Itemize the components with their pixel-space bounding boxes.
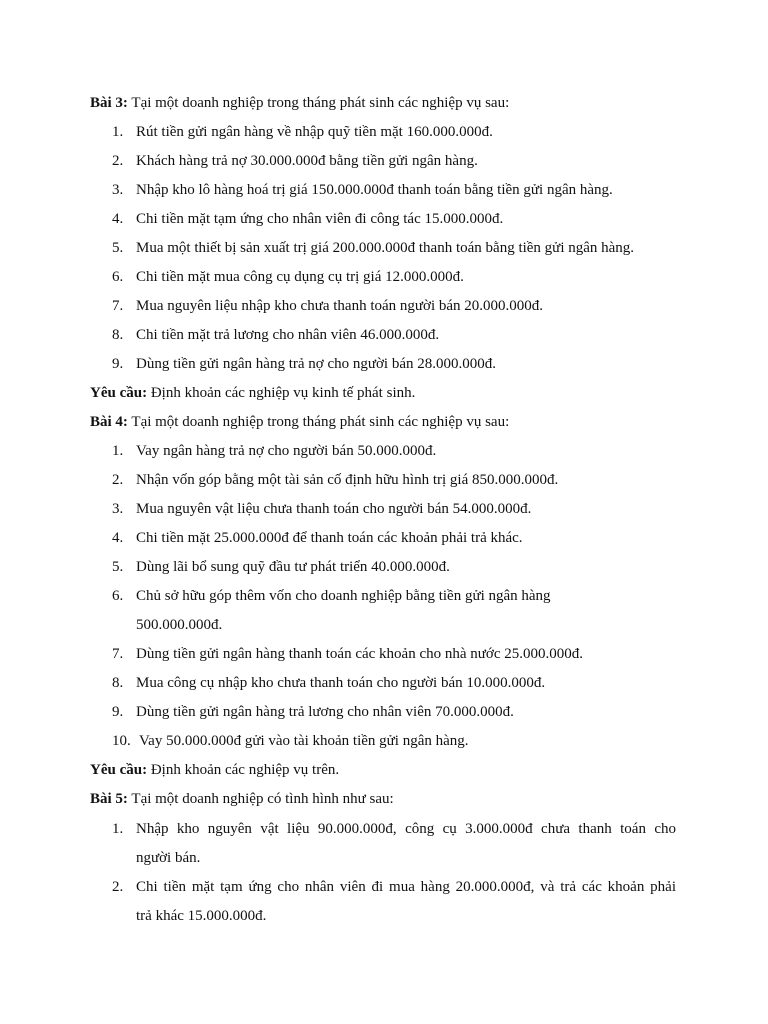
requirement-text: Định khoản các nghiệp vụ kinh tế phát sinh. [150, 385, 416, 401]
item-number: 4. [112, 530, 124, 546]
item-text: Mua nguyên vật liệu chưa thanh toán cho người bán 54.000.000đ. [136, 501, 532, 517]
item-text: Chi tiền mặt trả lương cho nhân viên 46.000.000đ. [136, 327, 440, 343]
item-text: Vay 50.000.000đ gửi vào tài khoản tiền gửi ngân hàng. [139, 733, 469, 749]
item-number: 4. [112, 211, 124, 227]
exercise-3-heading [90, 93, 509, 113]
item-number: 6. [112, 269, 124, 285]
item-number: 5. [112, 559, 124, 575]
item-number: 2. [112, 472, 124, 488]
item-text: 500.000.000đ. [136, 617, 223, 633]
item-number: 2. [112, 153, 124, 169]
requirement-text: Định khoản các nghiệp vụ trên. [150, 762, 340, 778]
exercise-5-heading [90, 789, 394, 809]
item-text: Nhập kho nguyên vật liệu 90.000.000đ, công cụ 3.000.000đ chưa thanh toán cho [136, 821, 676, 837]
exercise-intro: Tại một doanh nghiệp có tình hình như sau: [131, 791, 394, 807]
item-number: 7. [112, 646, 124, 662]
requirement-label: Yêu cầu: [90, 762, 148, 778]
item-number: 9. [112, 704, 124, 720]
item-text: người bán. [136, 850, 201, 866]
item-number: 2. [112, 879, 124, 895]
item-text: Dùng tiền gửi ngân hàng thanh toán các khoản cho nhà nước 25.000.000đ. [136, 646, 584, 662]
exercise-intro: Tại một doanh nghiệp trong tháng phát sinh các nghiệp vụ sau: [131, 414, 510, 430]
item-text: Nhập kho lô hàng hoá trị giá 150.000.000đ thanh toán bằng tiền gửi ngân hàng. [136, 182, 613, 198]
item-text: Dùng tiền gửi ngân hàng trả lương cho nhân viên 70.000.000đ. [136, 704, 514, 720]
item-text: Chi tiền mặt tạm ứng cho nhân viên đi mua hàng 20.000.000đ, và trả các khoản phải [136, 879, 676, 895]
item-text: Mua một thiết bị sản xuất trị giá 200.000.000đ thanh toán bằng tiền gửi ngân hàng. [136, 240, 635, 256]
item-text: Dùng tiền gửi ngân hàng trả nợ cho người bán 28.000.000đ. [136, 356, 496, 372]
exercise-label: Bài 3: [90, 95, 128, 111]
item-text: Chi tiền mặt tạm ứng cho nhân viên đi công tác 15.000.000đ. [136, 211, 504, 227]
item-number: 1. [112, 821, 124, 837]
item-text: Nhận vốn góp bằng một tài sản cố định hữu hình trị giá 850.000.000đ. [136, 472, 559, 488]
item-text: Rút tiền gửi ngân hàng về nhập quỹ tiền mặt 160.000.000đ. [136, 124, 493, 140]
item-number: 3. [112, 182, 124, 198]
item-number: 8. [112, 675, 124, 691]
item-number: 1. [112, 443, 124, 459]
requirement-4 [90, 760, 339, 780]
item-text: Chủ sở hữu góp thêm vốn cho doanh nghiệp bằng tiền gửi ngân hàng [136, 588, 551, 604]
item-text: Dùng lãi bổ sung quỹ đầu tư phát triển 40.000.000đ. [136, 559, 450, 575]
exercise-label: Bài 4: [90, 414, 128, 430]
item-number: 1. [112, 124, 124, 140]
item-text: Chi tiền mặt mua công cụ dụng cụ trị giá 12.000.000đ. [136, 269, 464, 285]
requirement-label: Yêu cầu: [90, 385, 148, 401]
exercise-intro: Tại một doanh nghiệp trong tháng phát sinh các nghiệp vụ sau: [131, 95, 510, 111]
item-text: Chi tiền mặt 25.000.000đ để thanh toán các khoản phải trả khác. [136, 530, 523, 546]
item-number: 3. [112, 501, 124, 517]
item-number: 5. [112, 240, 124, 256]
item-text: Mua công cụ nhập kho chưa thanh toán cho người bán 10.000.000đ. [136, 675, 546, 691]
item-text: Mua nguyên liệu nhập kho chưa thanh toán người bán 20.000.000đ. [136, 298, 544, 314]
item-number: 10. [112, 733, 131, 749]
exercise-4-heading [90, 412, 509, 432]
item-number: 6. [112, 588, 124, 604]
exercise-label: Bài 5: [90, 791, 128, 807]
item-text: Khách hàng trả nợ 30.000.000đ bằng tiền gửi ngân hàng. [136, 153, 478, 169]
item-text: Vay ngân hàng trả nợ cho người bán 50.000.000đ. [136, 443, 437, 459]
item-number: 9. [112, 356, 124, 372]
item-number: 8. [112, 327, 124, 343]
item-text: trả khác 15.000.000đ. [136, 908, 267, 924]
requirement-3 [90, 383, 415, 403]
item-number: 7. [112, 298, 124, 314]
